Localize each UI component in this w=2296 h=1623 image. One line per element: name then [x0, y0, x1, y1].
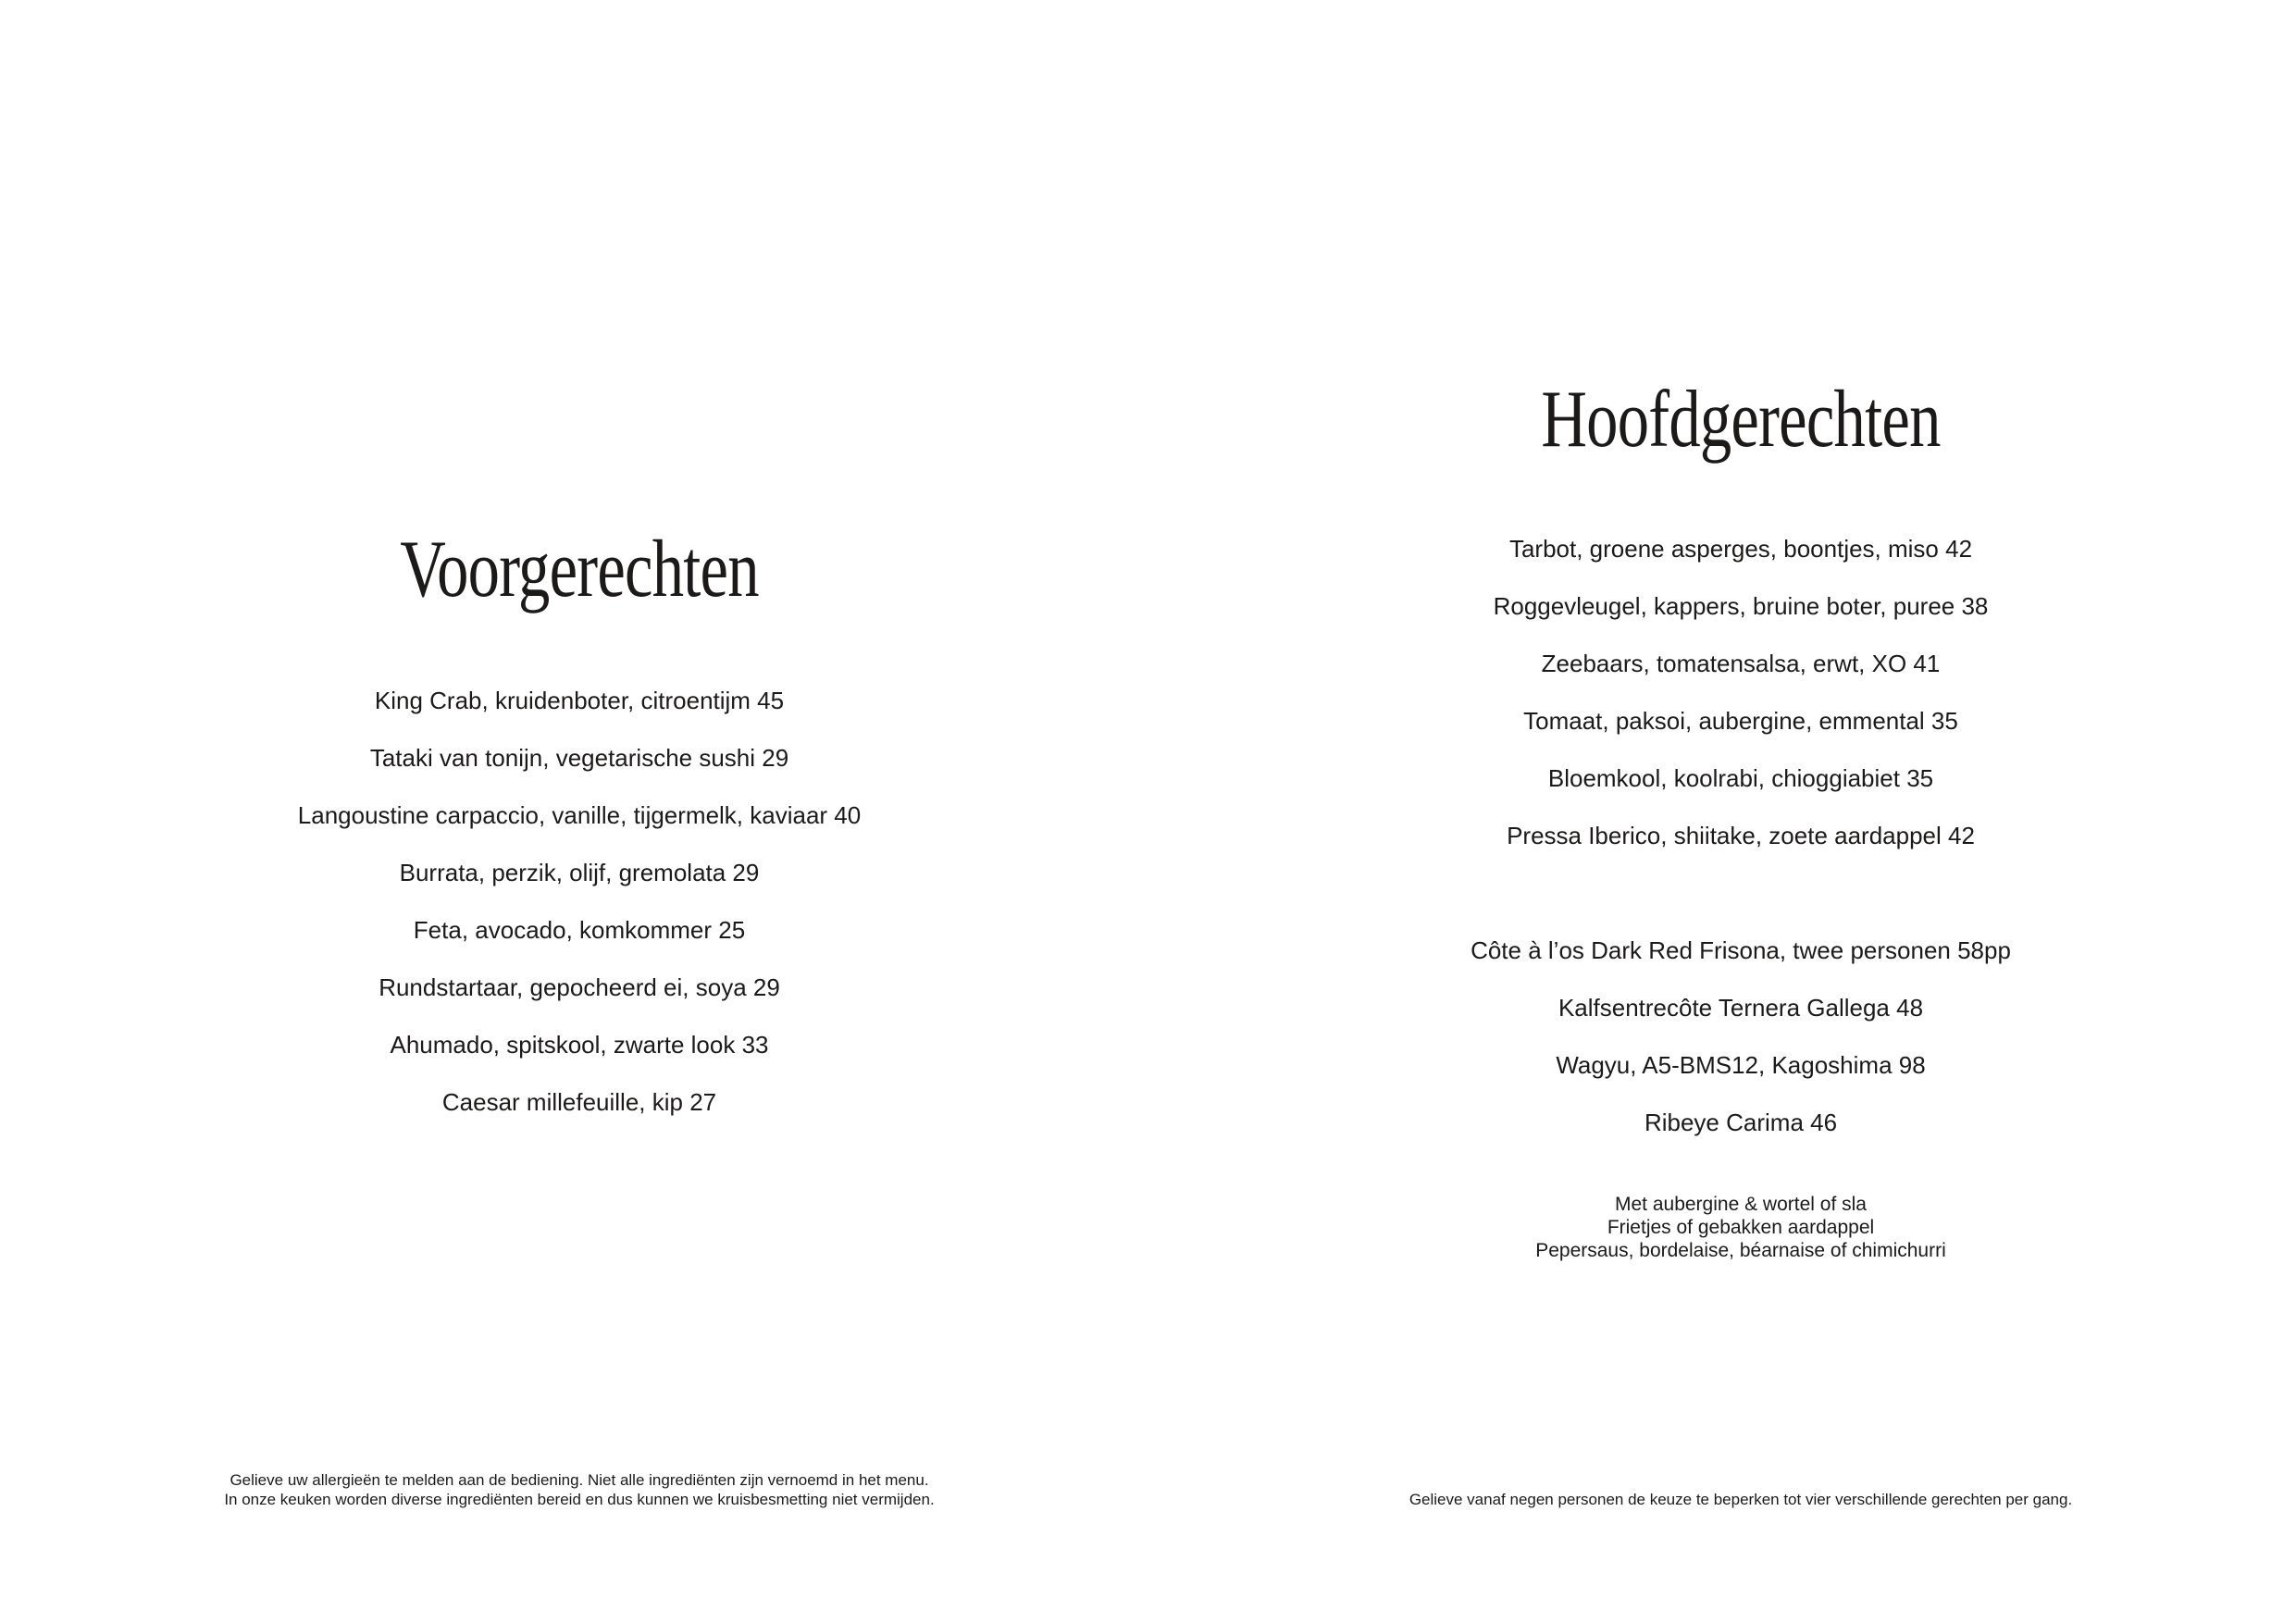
menu-item: Caesar millefeuille, kip 27	[441, 1088, 717, 1117]
menu-item: Langoustine carpaccio, vanille, tijgermelk, kaviaar 40	[297, 801, 862, 830]
menu-item: King Crab, kruidenboter, citroentijm 45	[374, 687, 785, 715]
side-option: Pepersaus, bordelaise, béarnaise of chimichurri	[1535, 1240, 1946, 1261]
menu-item: Wagyu, A5-BMS12, Kagoshima 98	[1556, 1051, 1926, 1080]
menu-item: Bloemkool, koolrabi, chioggiabiet 35	[1547, 764, 1934, 793]
voorgerechten-title: Voorgerechten	[400, 525, 759, 614]
side-option: Met aubergine & wortel of sla	[1615, 1194, 1867, 1215]
group-size-note: Gelieve vanaf negen personen de keuze te beperken tot vier verschillende gerechten per gang.	[1409, 1491, 2073, 1508]
menu-item: Feta, avocado, komkommer 25	[413, 916, 746, 945]
menu-item: Côte à l’os Dark Red Frisona, twee personen 58pp	[1471, 936, 2011, 965]
menu-item: Tataki van tonijn, vegetarische sushi 29	[369, 744, 789, 773]
menu-item: Burrata, perzik, olijf, gremolata 29	[399, 859, 760, 887]
menu-item: Pressa Iberico, shiitake, zoete aardappel 42	[1507, 822, 1975, 850]
voorgerechten-list	[209, 673, 949, 1132]
menu-item: Tarbot, groene asperges, boontjes, miso 42	[1508, 535, 1973, 564]
meat-list	[1371, 923, 2111, 1152]
menu-item: Tomaat, paksoi, aubergine, emmental 35	[1523, 707, 1958, 736]
menu-item: Roggevleugel, kappers, bruine boter, puree 38	[1493, 592, 1989, 621]
allergen-note	[117, 1470, 1042, 1509]
menu-item: Ribeye Carima 46	[1644, 1109, 1838, 1137]
hoofdgerechten-title: Hoofdgerechten	[1541, 375, 1941, 465]
allergen-note-line: Gelieve uw allergieën te melden aan de bediening. Niet alle ingrediënten zijn vernoemd in het menu.	[230, 1471, 929, 1489]
menu-item: Zeebaars, tomatensalsa, erwt, XO 41	[1541, 650, 1941, 678]
hoofdgerechten-list	[1371, 521, 2111, 865]
sides-list	[1371, 1193, 2111, 1262]
menu-item: Ahumado, spitskool, zwarte look 33	[390, 1031, 769, 1059]
menu-item: Kalfsentrecôte Ternera Gallega 48	[1558, 994, 1924, 1022]
allergen-note-line: In onze keuken worden diverse ingrediënten bereid en dus kunnen we kruisbesmetting niet vermijden.	[224, 1491, 935, 1508]
menu-item: Rundstartaar, gepocheerd ei, soya 29	[379, 973, 780, 1002]
side-option: Frietjes of gebakken aardappel	[1607, 1217, 1875, 1238]
